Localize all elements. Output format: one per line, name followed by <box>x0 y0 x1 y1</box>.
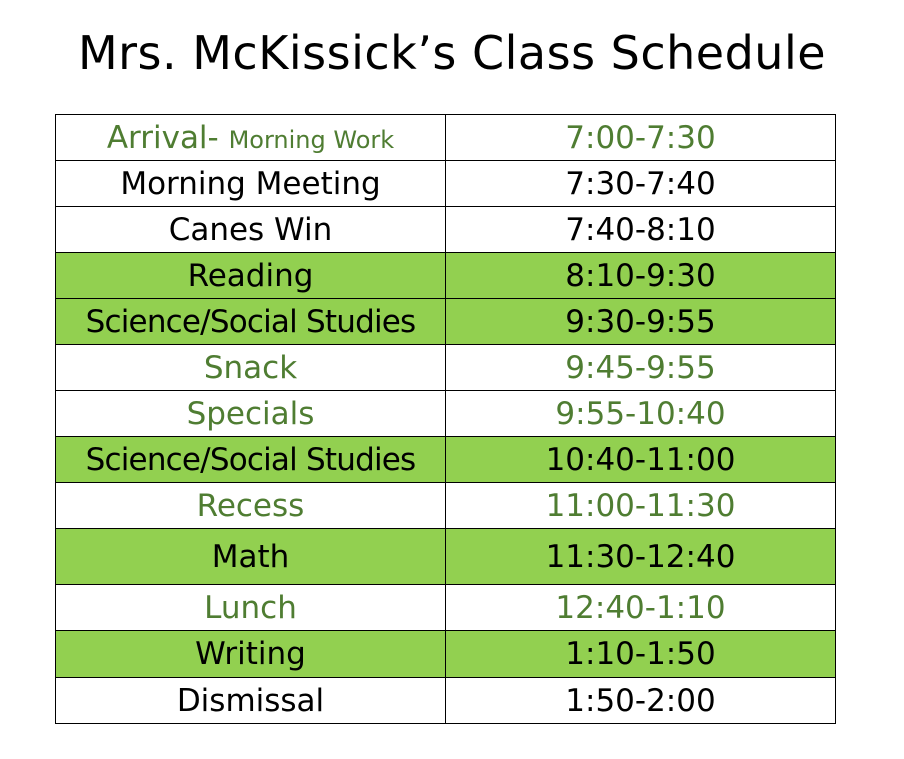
table-row <box>56 678 836 724</box>
table-row <box>56 585 836 631</box>
activity-cell: Science/Social Studies <box>56 299 446 345</box>
time-cell: 11:30-12:40 <box>446 529 836 585</box>
activity-cell: Math <box>56 529 446 585</box>
table-row <box>56 631 836 678</box>
activity-note: Morning Work <box>228 125 395 154</box>
activity-cell: Morning Meeting <box>56 161 446 207</box>
time-cell: 11:00-11:30 <box>446 483 836 529</box>
time-cell: 9:30-9:55 <box>446 299 836 345</box>
time-cell: 9:55-10:40 <box>446 391 836 437</box>
time-cell: 12:40-1:10 <box>446 585 836 631</box>
time-cell: 7:40-8:10 <box>446 207 836 253</box>
time-cell: 9:45-9:55 <box>446 345 836 391</box>
table-row <box>56 345 836 391</box>
table-row <box>56 437 836 483</box>
activity-cell: Dismissal <box>56 678 446 724</box>
activity-cell <box>56 115 446 161</box>
table-row <box>56 391 836 437</box>
time-cell: 7:00-7:30 <box>446 115 836 161</box>
activity-cell: Lunch <box>56 585 446 631</box>
activity-cell: Recess <box>56 483 446 529</box>
time-cell: 1:50-2:00 <box>446 678 836 724</box>
activity-label: Arrival- <box>106 119 219 156</box>
time-cell: 1:10-1:50 <box>446 631 836 678</box>
time-cell: 8:10-9:30 <box>446 253 836 299</box>
table-row <box>56 207 836 253</box>
table-row <box>56 483 836 529</box>
activity-cell: Canes Win <box>56 207 446 253</box>
table-row <box>56 161 836 207</box>
time-cell: 7:30-7:40 <box>446 161 836 207</box>
table-row <box>56 529 836 585</box>
table-row <box>56 253 836 299</box>
table-row <box>56 115 836 161</box>
activity-cell: Snack <box>56 345 446 391</box>
time-cell: 10:40-11:00 <box>446 437 836 483</box>
activity-cell: Science/Social Studies <box>56 437 446 483</box>
activity-cell: Specials <box>56 391 446 437</box>
activity-cell: Reading <box>56 253 446 299</box>
schedule-table <box>55 114 836 724</box>
activity-cell: Writing <box>56 631 446 678</box>
page-title: Mrs. McKissick’s Class Schedule <box>77 26 827 80</box>
table-row <box>56 299 836 345</box>
